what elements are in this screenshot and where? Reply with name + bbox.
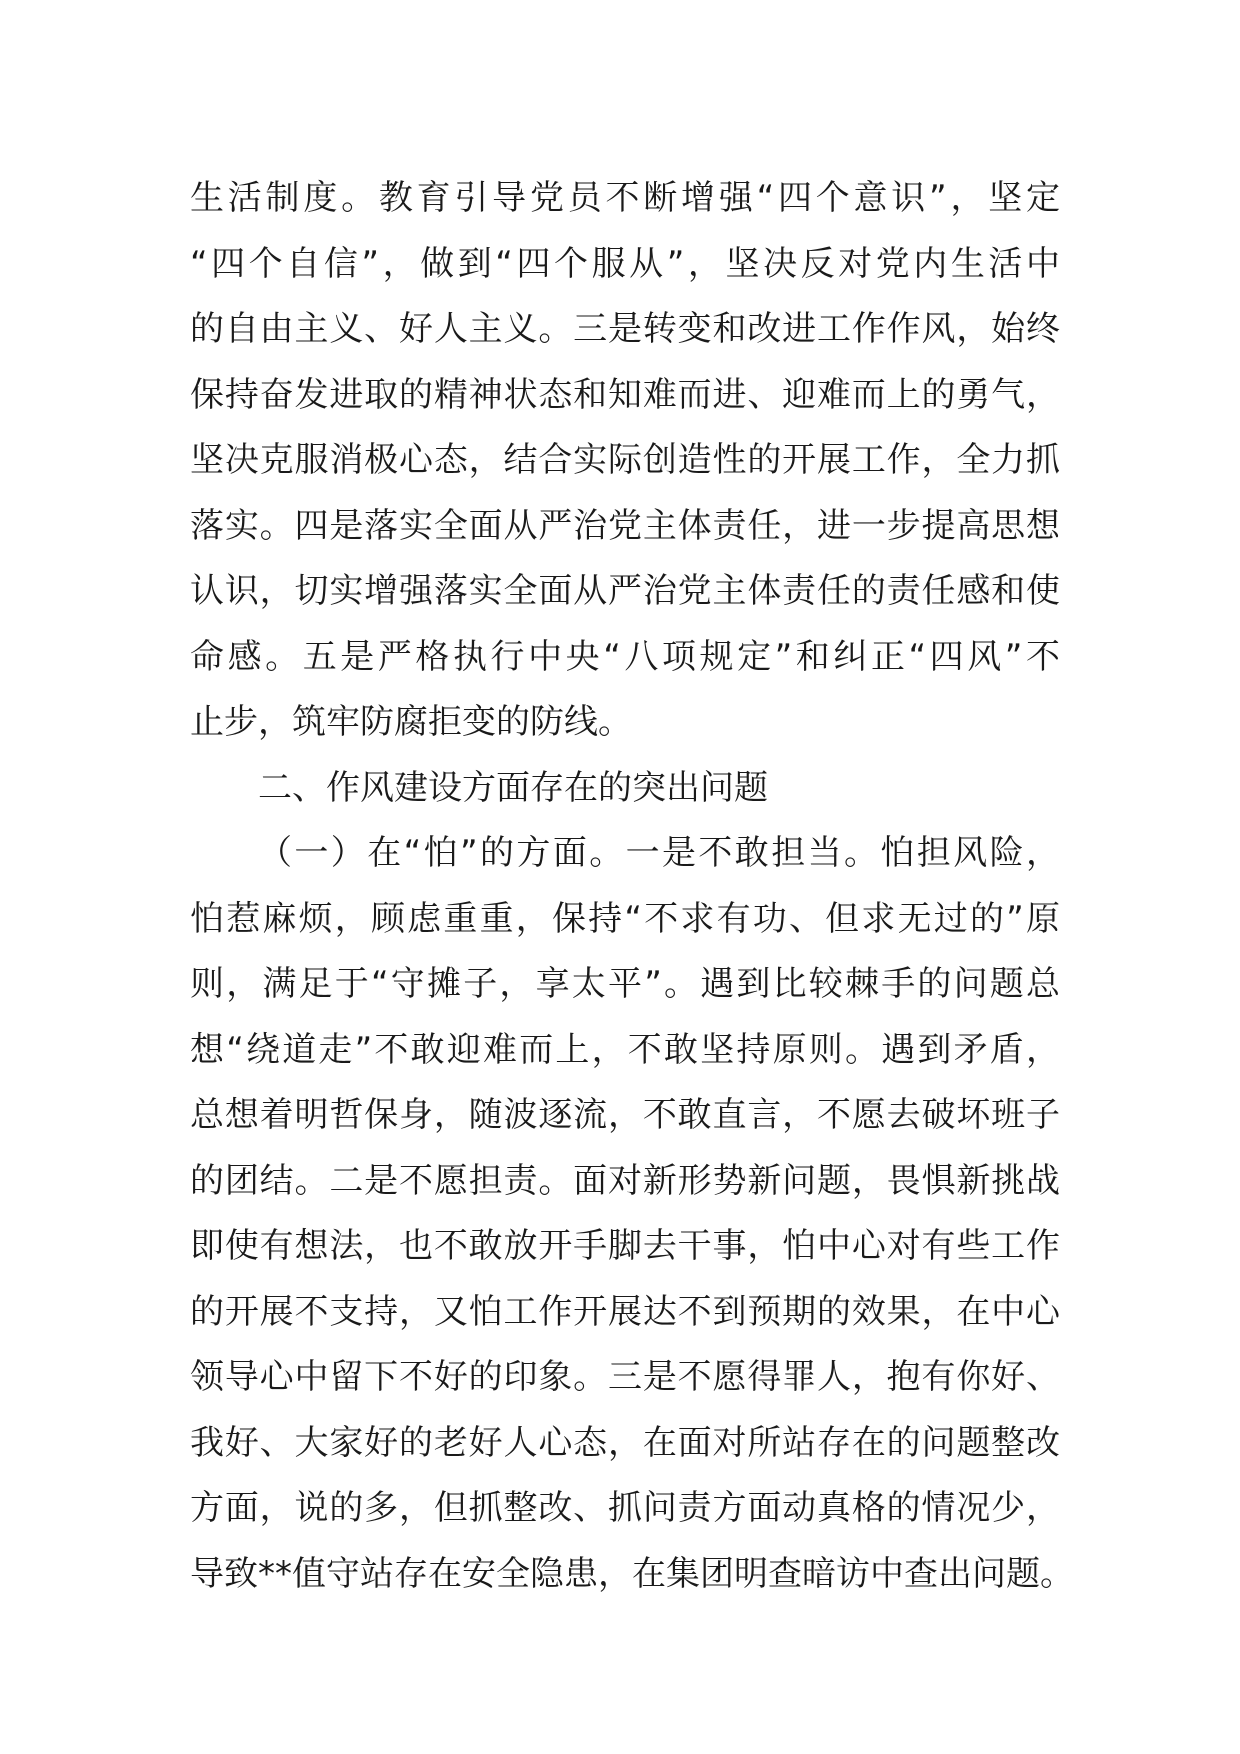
section-heading: 二、作风建设方面存在的突出问题	[258, 767, 768, 808]
text-line: 的开展不支持，又怕工作开展达不到预期的效果，在中心	[190, 1291, 1060, 1332]
body-text	[190, 166, 1074, 1607]
text-line: 则，满足于“守摊子，享太平”。遇到比较棘手的问题总	[190, 964, 1060, 1004]
text-line: 领导心中留下不好的印象。三是不愿得罪人，抱有你好、	[190, 1357, 1060, 1397]
text-line: 生活制度。教育引导党员不断增强“四个意识”，坚定	[190, 178, 1060, 218]
text-line: 导致**值守站存在安全隐患，在集团明查暗访中查出问题。	[190, 1553, 1074, 1594]
text-line: 落实。四是落实全面从严治党主体责任，进一步提高思想	[190, 505, 1060, 546]
text-line: “四个自信”，做到“四个服从”，坚决反对党内生活中	[190, 243, 1060, 284]
text-line: 我好、大家好的老好人心态，在面对所站存在的问题整改	[190, 1422, 1060, 1463]
text-line: 的自由主义、好人主义。三是转变和改进工作作风，始终	[190, 309, 1060, 349]
text-line: 方面，说的多，但抓整改、抓问责方面动真格的情况少，	[190, 1488, 1060, 1528]
text-line: 认识，切实增强落实全面从严治党主体责任的责任感和使	[190, 571, 1060, 611]
text-line: （一）在“怕”的方面。一是不敢担当。怕担风险，	[258, 833, 1060, 873]
text-line: 保持奋发进取的精神状态和知难而进、迎难而上的勇气，	[190, 374, 1060, 415]
text-line: 止步，筑牢防腐拒变的防线。	[190, 702, 632, 742]
text-line: 即使有想法，也不敢放开手脚去干事，怕中心对有些工作	[190, 1226, 1060, 1266]
text-line: 总想着明哲保身，随波逐流，不敢直言，不愿去破坏班子	[190, 1095, 1060, 1135]
text-line: 怕惹麻烦，顾虑重重，保持“不求有功、但求无过的”原	[190, 898, 1060, 939]
text-line: 的团结。二是不愿担责。面对新形势新问题，畏惧新挑战	[190, 1160, 1060, 1201]
text-line: 命感。五是严格执行中央“八项规定”和纠正“四风”不	[190, 636, 1060, 677]
text-line: 坚决克服消极心态，结合实际创造性的开展工作，全力抓	[190, 440, 1060, 480]
text-line: 想“绕道走”不敢迎难而上，不敢坚持原则。遇到矛盾，	[190, 1029, 1060, 1070]
